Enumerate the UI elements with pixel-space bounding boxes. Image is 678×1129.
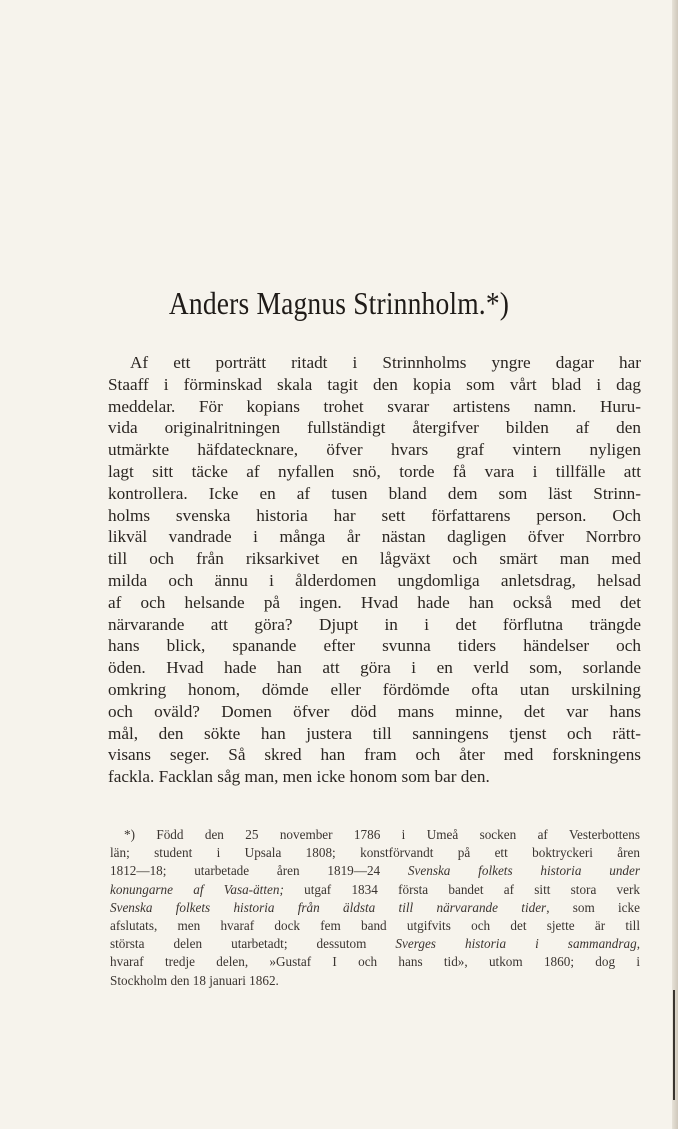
body-line: och oväld? Domen öfver död mans minne, det var hans (108, 701, 641, 721)
body-line: lagt sitt täcke af nyfallen snö, torde få vara i tillfälle att (108, 461, 641, 481)
footnote-line (110, 899, 640, 917)
body-line: Staaff i förminskad skala tagit den kopia som vårt blad i dag (108, 374, 641, 394)
body-line: öden. Hvad hade han att göra i en verld som, sorlande (108, 658, 641, 678)
page-title: Anders Magnus Strinnholm.*) (168, 285, 510, 321)
footnote-line (110, 917, 640, 935)
body-line: af och helsande på ingen. Hvad hade han också med det (108, 592, 641, 612)
article-body (108, 352, 641, 788)
footnote-text: Stockholm den 18 januari 1862. (110, 972, 279, 988)
page-edge (672, 0, 678, 1129)
body-line: till och från riksarkivet en lågväxt och smärt man med (108, 549, 641, 569)
footnote-text: *) Född den 25 november 1786 i Umeå socken af Vesterbottens (124, 827, 640, 842)
body-line: likväl vandrade i många år nästan dagligen öfver Norrbro (108, 527, 641, 547)
footnote-line (110, 953, 640, 971)
body-line: fackla. Facklan såg man, men icke honom som bar den. (108, 767, 490, 787)
footnote-text: afslutats, men hvaraf dock fem band utgifvits och det sjette är till (110, 918, 640, 934)
footnote-line (110, 972, 640, 990)
footnote-line (110, 862, 640, 880)
body-line: omkring honom, dömde eller fördömde ofta utan urskilning (108, 679, 641, 699)
footnote-work-title: konungarne af Vasa-ätten; (110, 881, 284, 897)
body-line: mål, den sökte han justera till sanningens tjenst och rätt- (108, 723, 641, 743)
page-edge-shadow (673, 990, 675, 1100)
body-line: visans seger. Så skred han fram och åter med forskningens (108, 745, 641, 765)
body-line: kontrollera. Icke en af tusen bland dem som läst Strinn- (108, 483, 641, 503)
body-line: närvarande att göra? Djupt in i det förflutna trängde (108, 614, 641, 634)
body-line: meddelar. För kopians trohet svarar artistens namn. Huru- (108, 396, 641, 416)
footnote-line (110, 826, 640, 844)
footnote-line (110, 844, 640, 862)
body-line: milda och ännu i ålderdomen ungdomliga anletsdrag, helsad (108, 570, 641, 590)
footnote-text: län; student i Upsala 1808; konstförvandt på ett boktryckeri åren (110, 845, 640, 861)
footnote-work-title: Svenska folkets historia från äldsta till närvarande tider (110, 899, 547, 915)
body-line: hans blick, spanande efter svunna tiders händelser och (108, 636, 641, 656)
footnote-text: utgaf 1834 första bandet af sitt stora verk (283, 881, 640, 897)
footnote-work-title: Svenska folkets historia under (407, 863, 640, 879)
footnote-line (110, 881, 640, 899)
body-line: Af ett porträtt ritadt i Strinnholms yngre dagar har (130, 353, 641, 372)
footnote-text: största delen utarbetadt; dessutom (110, 936, 396, 952)
footnote-text: 1812—18; utarbetade åren 1819—24 (110, 863, 408, 879)
footnote-text: , (636, 936, 640, 952)
body-line: holms svenska historia har sett författarens person. Och (108, 505, 641, 525)
footnote-text: , som icke (546, 899, 640, 915)
footnote (110, 826, 640, 990)
footnote-work-title: Sverges historia i sammandrag (395, 936, 637, 952)
body-line: utmärkte häfdatecknare, öfver hvars graf vintern nyligen (108, 440, 641, 460)
footnote-text: hvaraf tredje delen, »Gustaf I och hans tid», utkom 1860; dog i (110, 954, 640, 970)
footnote-line (110, 935, 640, 953)
body-line: vida originalritningen fullständigt återgifver bilden af den (108, 418, 641, 438)
